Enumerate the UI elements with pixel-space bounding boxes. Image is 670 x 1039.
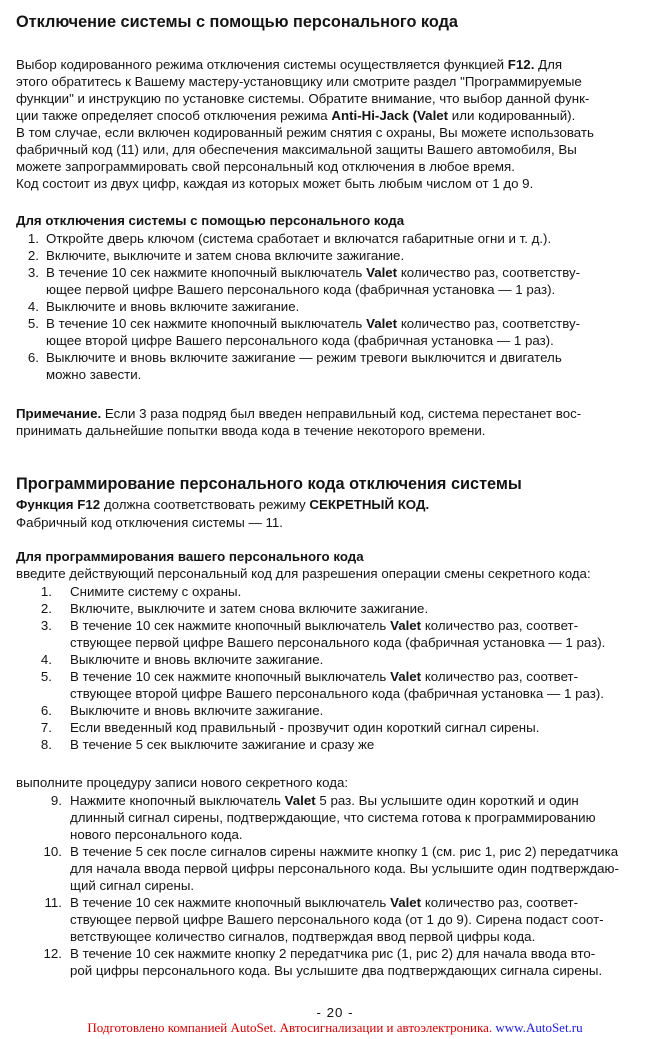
- list-item-text: [46, 264, 580, 298]
- list-item-text: [70, 583, 241, 600]
- bold-term: Valet: [366, 265, 398, 280]
- section1-steps: [0, 230, 670, 383]
- text-line: Выключите и вновь включите зажигание.: [46, 299, 300, 314]
- bold-term: Anti-Hi-Jack (Valet: [331, 108, 449, 123]
- list-item: [0, 792, 670, 843]
- list-item-number: 2.: [40, 601, 52, 616]
- list-item-number: 8.: [40, 737, 52, 752]
- text-line: нового персонального кода.: [70, 827, 243, 842]
- list-item-text: [46, 298, 299, 315]
- list-item-text: [70, 651, 323, 668]
- list-item-number: 2.: [27, 248, 39, 263]
- section2-steps-a: [0, 583, 670, 753]
- text-line: ствующее второй цифре Вашего персонального кода (фабричная установка — 1 раз).: [70, 686, 604, 701]
- text-line: Включите, выключите и затем снова включите зажигание.: [46, 248, 405, 263]
- list-item-text: [70, 600, 428, 617]
- footer-link[interactable]: www.AutoSet.ru: [495, 1020, 583, 1035]
- section2-func-line: [16, 496, 656, 513]
- text-line: Нажмите кнопочный выключатель Valet 5 раз. Вы услышите один короткий и один: [70, 793, 579, 808]
- text-line: длинный сигнал сирены, подтверждающие, что система готова к программированию: [70, 810, 596, 825]
- text-line: Выключите и вновь включите зажигание.: [70, 652, 324, 667]
- list-item-text: [46, 315, 580, 349]
- text-line: Код состоит из двух цифр, каждая из которых может быть любым числом от 1 до 9.: [16, 176, 534, 191]
- list-item-number: 5.: [40, 669, 52, 684]
- text-line: В том случае, если включен кодированный режим снятия с охраны, Вы можете использовать: [16, 125, 594, 140]
- text-line: Примечание. Если 3 раза подряд был введен неправильный код, система перестанет вос-: [16, 406, 582, 421]
- list-item-text: [70, 702, 323, 719]
- text-line: ветствующее количество сигналов, подтверждая ввод первой цифры кода.: [70, 929, 536, 944]
- list-item-text: [70, 719, 539, 736]
- section2-heading: Программирование персонального кода отключения системы: [16, 475, 522, 493]
- list-item: [0, 668, 670, 702]
- list-item: [0, 894, 670, 945]
- list-item-text: [46, 247, 404, 264]
- bold-term: Функция F12: [16, 497, 101, 512]
- text-line: В течение 10 сек нажмите кнопочный выключатель Valet количество раз, соответству-: [46, 265, 581, 280]
- list-item-number: 9.: [50, 793, 62, 808]
- list-item: [0, 945, 670, 979]
- bold-term: Valet: [390, 895, 422, 910]
- text-line: Откройте дверь ключом (система сработает и включатся габаритные огни и т. д.).: [46, 231, 552, 246]
- list-item-text: [70, 945, 602, 979]
- bold-term: Valet: [390, 669, 422, 684]
- list-item: [0, 264, 670, 298]
- list-item-number: 12.: [43, 946, 62, 961]
- list-item-text: [70, 843, 619, 894]
- text-line: принимать дальнейшие попытки ввода кода в течение некоторого времени.: [16, 423, 486, 438]
- list-item: [0, 617, 670, 651]
- page-number: - 20 -: [316, 1005, 354, 1020]
- text-line: ющее второй цифре Вашего персонального кода (фабричная установка — 1 раз).: [46, 333, 554, 348]
- list-item: [0, 247, 670, 264]
- text-line: ющее первой цифре Вашего персонального кода (фабричная установка — 1 раз).: [46, 282, 556, 297]
- list-item-text: [70, 668, 604, 702]
- bold-term: СЕКРЕТНЫЙ КОД.: [309, 497, 430, 512]
- list-item: [0, 298, 670, 315]
- section2-subheading: Для программирования вашего персонального кода: [16, 549, 364, 564]
- list-item-number: 7.: [40, 720, 52, 735]
- text-line: можете запрограммировать свой персональный код отключения в любое время.: [16, 159, 515, 174]
- list-item-text: [46, 230, 551, 247]
- text-line: В течение 5 сек выключите зажигание и сразу же: [70, 737, 375, 752]
- text-line: Если введенный код правильный - прозвучит один короткий сигнал сирены.: [70, 720, 540, 735]
- text-line: щий сигнал сирены.: [70, 878, 195, 893]
- section1-note: [16, 405, 656, 439]
- bold-term: Valet: [390, 618, 422, 633]
- section2-record-line: выполните процедуру записи нового секретного кода:: [16, 775, 349, 790]
- list-item-text: [70, 617, 605, 651]
- text-line: можно завести.: [46, 367, 142, 382]
- text-line: функции" и инструкцию по установке системы. Обратите внимание, что выбор данной функ-: [16, 91, 590, 106]
- section2-steps-b: [0, 792, 670, 979]
- list-item-number: 6.: [40, 703, 52, 718]
- list-item-number: 3.: [40, 618, 52, 633]
- list-item-number: 4.: [27, 299, 39, 314]
- bold-term: F12.: [507, 57, 535, 72]
- text-line: Выбор кодированного режима отключения системы осуществляется функцией F12. Для: [16, 57, 563, 72]
- footer-credit: [0, 1019, 670, 1036]
- text-line: Снимите систему с охраны.: [70, 584, 242, 599]
- text-line: Выключите и вновь включите зажигание — режим тревоги выключится и двигатель: [46, 350, 562, 365]
- list-item-number: 11.: [44, 895, 62, 910]
- list-item: [0, 843, 670, 894]
- text-line: В течение 10 сек нажмите кнопку 2 передатчика рис (1, рис 2) для начала ввода вто-: [70, 946, 596, 961]
- list-item: [0, 702, 670, 719]
- list-item-text: [70, 792, 596, 843]
- text-line: В течение 10 сек нажмите кнопочный выключатель Valet количество раз, соответ-: [70, 618, 579, 633]
- list-item-text: [70, 736, 374, 753]
- list-item: [0, 651, 670, 668]
- text-line: ствующее первой цифре Вашего персонального кода (фабричная установка — 1 раз).: [70, 635, 606, 650]
- list-item: [0, 719, 670, 736]
- footer-text: Подготовлено компанией AutoSet. Автосигнализации и автоэлектроника.: [87, 1020, 496, 1035]
- text-line: Включите, выключите и затем снова включите зажигание.: [70, 601, 429, 616]
- bold-term: Примечание.: [16, 406, 102, 421]
- text-line: фабричный код (11) или, для обеспечения максимальной защиты Вашего автомобиля, Вы: [16, 142, 577, 157]
- bold-term: Valet: [284, 793, 316, 808]
- list-item-number: 4.: [40, 652, 52, 667]
- list-item-number: 5.: [27, 316, 39, 331]
- section1-intro: [16, 56, 656, 192]
- list-item-text: [46, 349, 562, 383]
- list-item: [0, 315, 670, 349]
- list-item: [0, 230, 670, 247]
- list-item-number: 6.: [27, 350, 39, 365]
- text-line: В течение 10 сек нажмите кнопочный выключатель Valet количество раз, соответ-: [70, 895, 579, 910]
- section1-heading: Отключение системы с помощью персонального кода: [16, 13, 458, 31]
- text-line: Выключите и вновь включите зажигание.: [70, 703, 324, 718]
- text-line: ствующее первой цифре Вашего персонального кода (от 1 до 9). Сирена подаст соот-: [70, 912, 604, 927]
- list-item: [0, 600, 670, 617]
- text-line: ции также определяет способ отключения режима Anti-Hi-Jack (Valet или кодированный).: [16, 108, 576, 123]
- bold-term: Valet: [366, 316, 398, 331]
- list-item: [0, 736, 670, 753]
- list-item-number: 10.: [43, 844, 62, 859]
- section2-factory-line: Фабричный код отключения системы — 11.: [16, 515, 283, 530]
- text-line: для начала ввода первой цифры персонального кода. Вы услышите один подтверждаю-: [70, 861, 619, 876]
- list-item-text: [70, 894, 604, 945]
- text-line: этого обратитесь к Вашему мастеру-установщику или смотрите раздел "Программируемые: [16, 74, 582, 89]
- list-item-number: 1.: [40, 584, 52, 599]
- text-line: Функция F12 должна соответствовать режиму СЕКРЕТНЫЙ КОД.: [16, 497, 430, 512]
- list-item: [0, 583, 670, 600]
- text-line: рой цифры персонального кода. Вы услышите два подтверждающих сигнала сирены.: [70, 963, 603, 978]
- text-line: В течение 10 сек нажмите кнопочный выключатель Valet количество раз, соответ-: [70, 669, 579, 684]
- list-item-number: 3.: [27, 265, 39, 280]
- text-line: В течение 5 сек после сигналов сирены нажмите кнопку 1 (см. рис 1, рис 2) передатчика: [70, 844, 619, 859]
- list-item-number: 1.: [27, 231, 39, 246]
- text-line: В течение 10 сек нажмите кнопочный выключатель Valet количество раз, соответству-: [46, 316, 581, 331]
- list-item: [0, 349, 670, 383]
- section1-subheading: Для отключения системы с помощью персонального кода: [16, 213, 405, 228]
- section2-enter-line: введите действующий персональный код для разрешения операции смены секретного кода:: [16, 566, 591, 581]
